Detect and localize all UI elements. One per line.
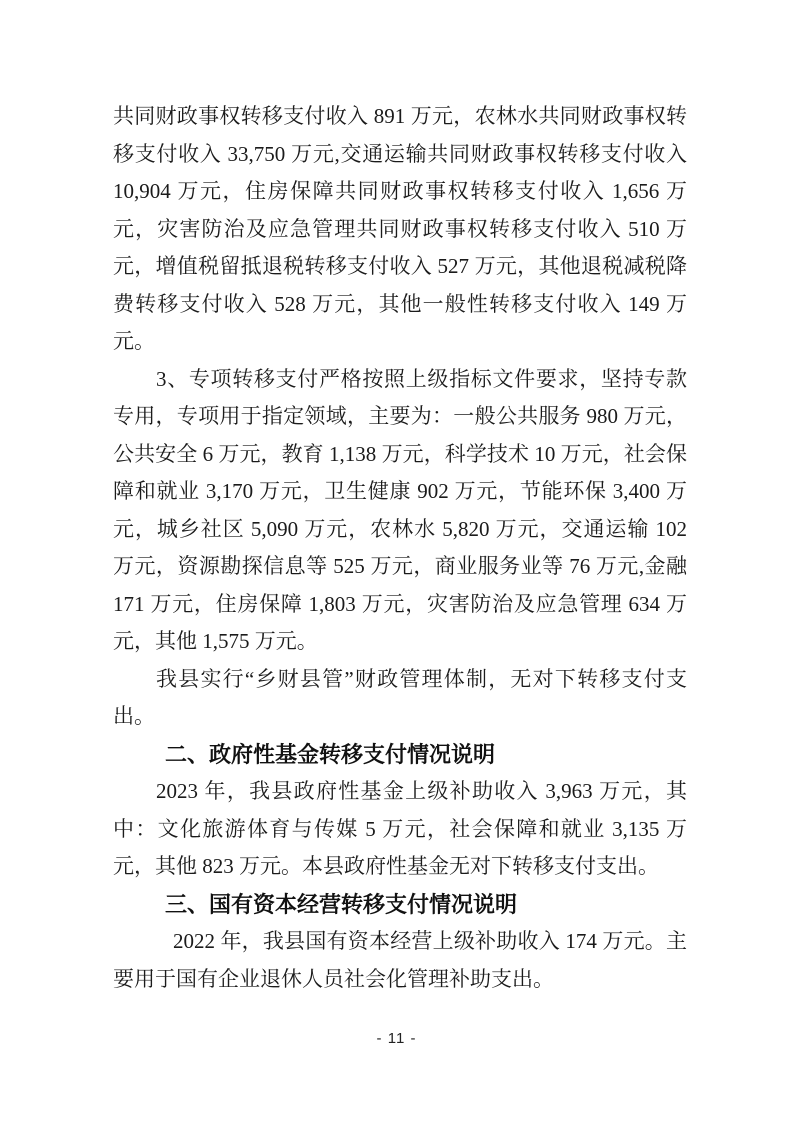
document-body xyxy=(113,98,687,998)
paragraph-state-capital-detail: 2022 年，我县国有资本经营上级补助收入 174 万元。主要用于国有企业退休人员社会化管理补助支出。 xyxy=(113,929,687,991)
heading-government-fund-transfer: 二、政府性基金转移支付情况说明 xyxy=(165,741,496,767)
paragraph-special-transfer: 3、专项转移支付严格按照上级指标文件要求，坚持专款专用，专项用于指定领域，主要为：一般公共服务 980 万元，公共安全 6 万元，教育 1,138 万元，科学技术 10 万元，社会保障和就业 3,170 万元，卫生健康 902 万元，节能环保 3,400 万元，城乡社区 5,090 万元，农林水 5,820 万元，交通运输 102 万元，资源勘探信息等 525 万元，商业服务业等 76 万元,金融 171 万元，住房保障 1,803 万元，灾害防治及应急管理 634 万元，其他 1,575 万元。 xyxy=(113,366,687,653)
heading-state-capital-transfer: 三、国有资本经营转移支付情况说明 xyxy=(165,891,518,917)
paragraph-common-fiscal-transfer-continued: 共同财政事权转移支付收入 891 万元，农林水共同财政事权转移支付收入 33,750 万元,交通运输共同财政事权转移支付收入 10,904 万元，住房保障共同财政事权转移支付收入 1,656 万元，灾害防治及应急管理共同财政事权转移支付收入 510 万元，增值税留抵退税转移支付收入 527 万元，其他退税减税降费转移支付收入 528 万元，其他一般性转移支付收入 149 万元。 xyxy=(113,104,687,353)
paragraph-government-fund-detail: 2023 年，我县政府性基金上级补助收入 3,963 万元，其中：文化旅游体育与传媒 5 万元，社会保障和就业 3,135 万元，其他 823 万元。本县政府性基金无对下转移支付支出。 xyxy=(113,779,687,878)
paragraph-township-fiscal-system: 我县实行“乡财县管”财政管理体制，无对下转移支付支出。 xyxy=(113,666,687,728)
page-number: - 11 - xyxy=(376,1030,417,1047)
